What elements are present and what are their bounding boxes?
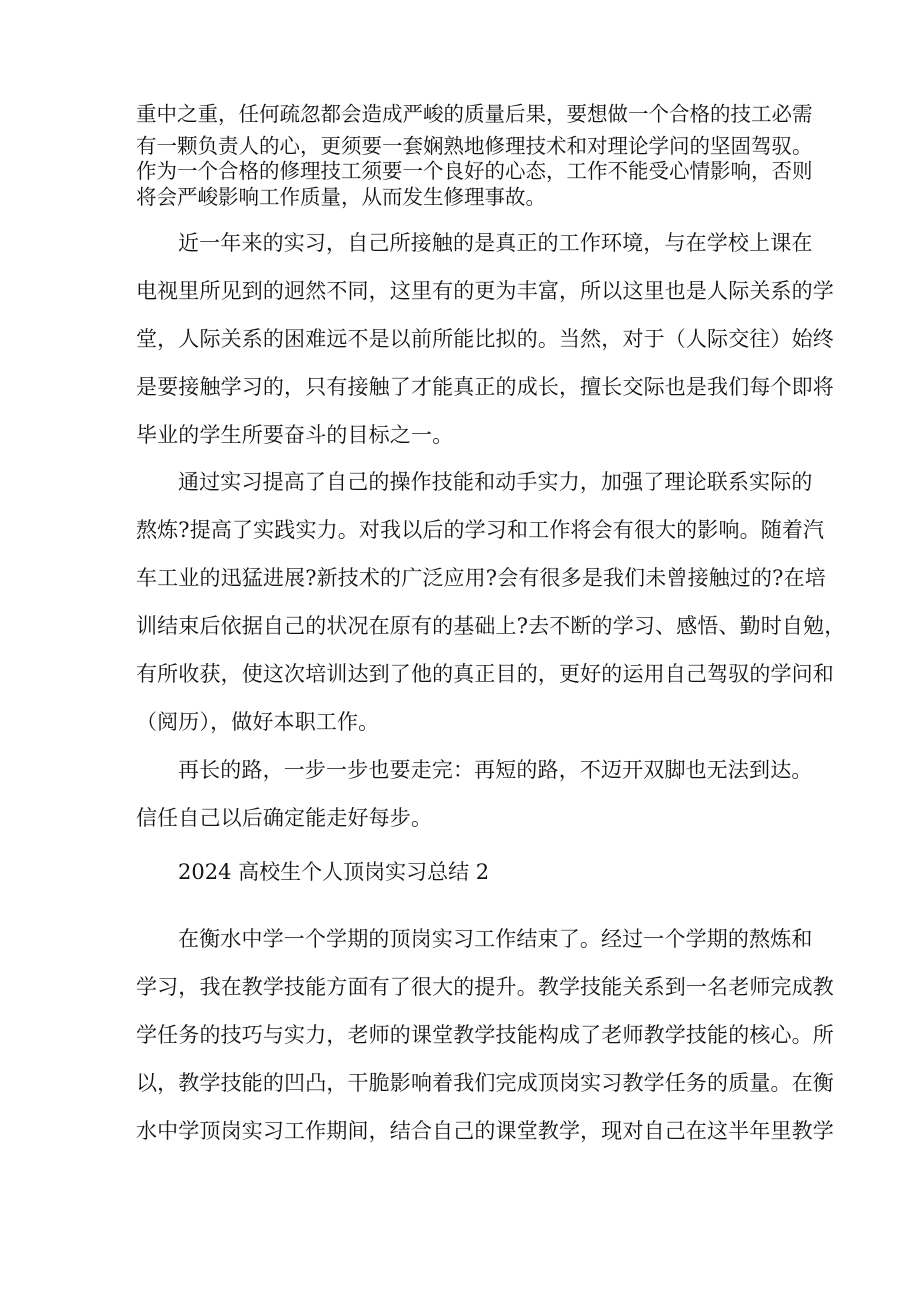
paragraph-line: 学任务的技巧与实力，老师的课堂教学技能构成了老师教学技能的核心。所 <box>136 1023 834 1047</box>
paragraph-line: 通过实习提高了自己的操作技能和动手实力，加强了理论联系实际的 <box>178 470 813 494</box>
paragraph-line: 是要接触学习的，只有接触了才能真正的成长，擅长交际也是我们每个即将 <box>136 375 834 399</box>
paragraph-line: 近一年来的实习，自己所接触的是真正的工作环境，与在学校上课在 <box>178 231 813 255</box>
paragraph-line: 在衡水中学一个学期的顶岗实习工作结束了。经过一个学期的熬炼和 <box>178 927 813 951</box>
paragraph-line: 训结束后依据自己的状况在原有的基础上?去不断的学习、感悟、勤时自勉， <box>136 614 846 638</box>
paragraph-line: 重中之重，任何疏忽都会造成严峻的质量后果，要想做一个合格的技工必需 <box>136 102 813 126</box>
paragraph-line: 将会严峻影响工作质量，从而发生修理事故。 <box>136 185 546 209</box>
paragraph-line: 熬炼?提高了实践实力。对我以后的学习和工作将会有很大的影响。随着汽 <box>136 518 825 542</box>
section-heading: 2024 高校生个人顶岗实习总结 2 <box>178 860 490 884</box>
paragraph-line: 以，教学技能的凹凸，干脆影响着我们完成顶岗实习教学任务的质量。在衡 <box>136 1071 834 1095</box>
paragraph-line: 学习，我在教学技能方面有了很大的提升。教学技能关系到一名老师完成教 <box>136 975 834 999</box>
paragraph-line: 电视里所见到的迥然不同，这里有的更为丰富，所以这里也是人际关系的学 <box>136 279 834 303</box>
paragraph-line: 有所收获，使这次培训达到了他的真正目的，更好的运用自己驾驭的学问和 <box>136 662 834 686</box>
paragraph-line: 信任自己以后确定能走好每步。 <box>136 806 433 830</box>
paragraph-line: 再长的路，一步一步也要走完：再短的路，不迈开双脚也无法到达。 <box>178 758 813 782</box>
paragraph-line: 毕业的学生所要奋斗的目标之一。 <box>136 423 454 447</box>
paragraph-line: 有一颗负责人的心，更须要一套娴熟地修理技术和对理论学问的坚固驾驭。 <box>136 134 813 158</box>
paragraph-line: （阅历），做好本职工作。 <box>136 710 380 734</box>
paragraph-line: 车工业的迅猛进展?新技术的广泛应用?会有很多是我们未曾接触过的?在培 <box>136 566 826 590</box>
paragraph-line: 堂，人际关系的困难远不是以前所能比拟的。当然，对于（人际交往）始终 <box>136 327 834 351</box>
paragraph-line: 作为一个合格的修理技工须要一个良好的心态，工作不能受心情影响，否则 <box>136 159 813 183</box>
paragraph-line: 水中学顶岗实习工作期间，结合自己的课堂教学，现对自己在这半年里教学 <box>136 1119 834 1143</box>
